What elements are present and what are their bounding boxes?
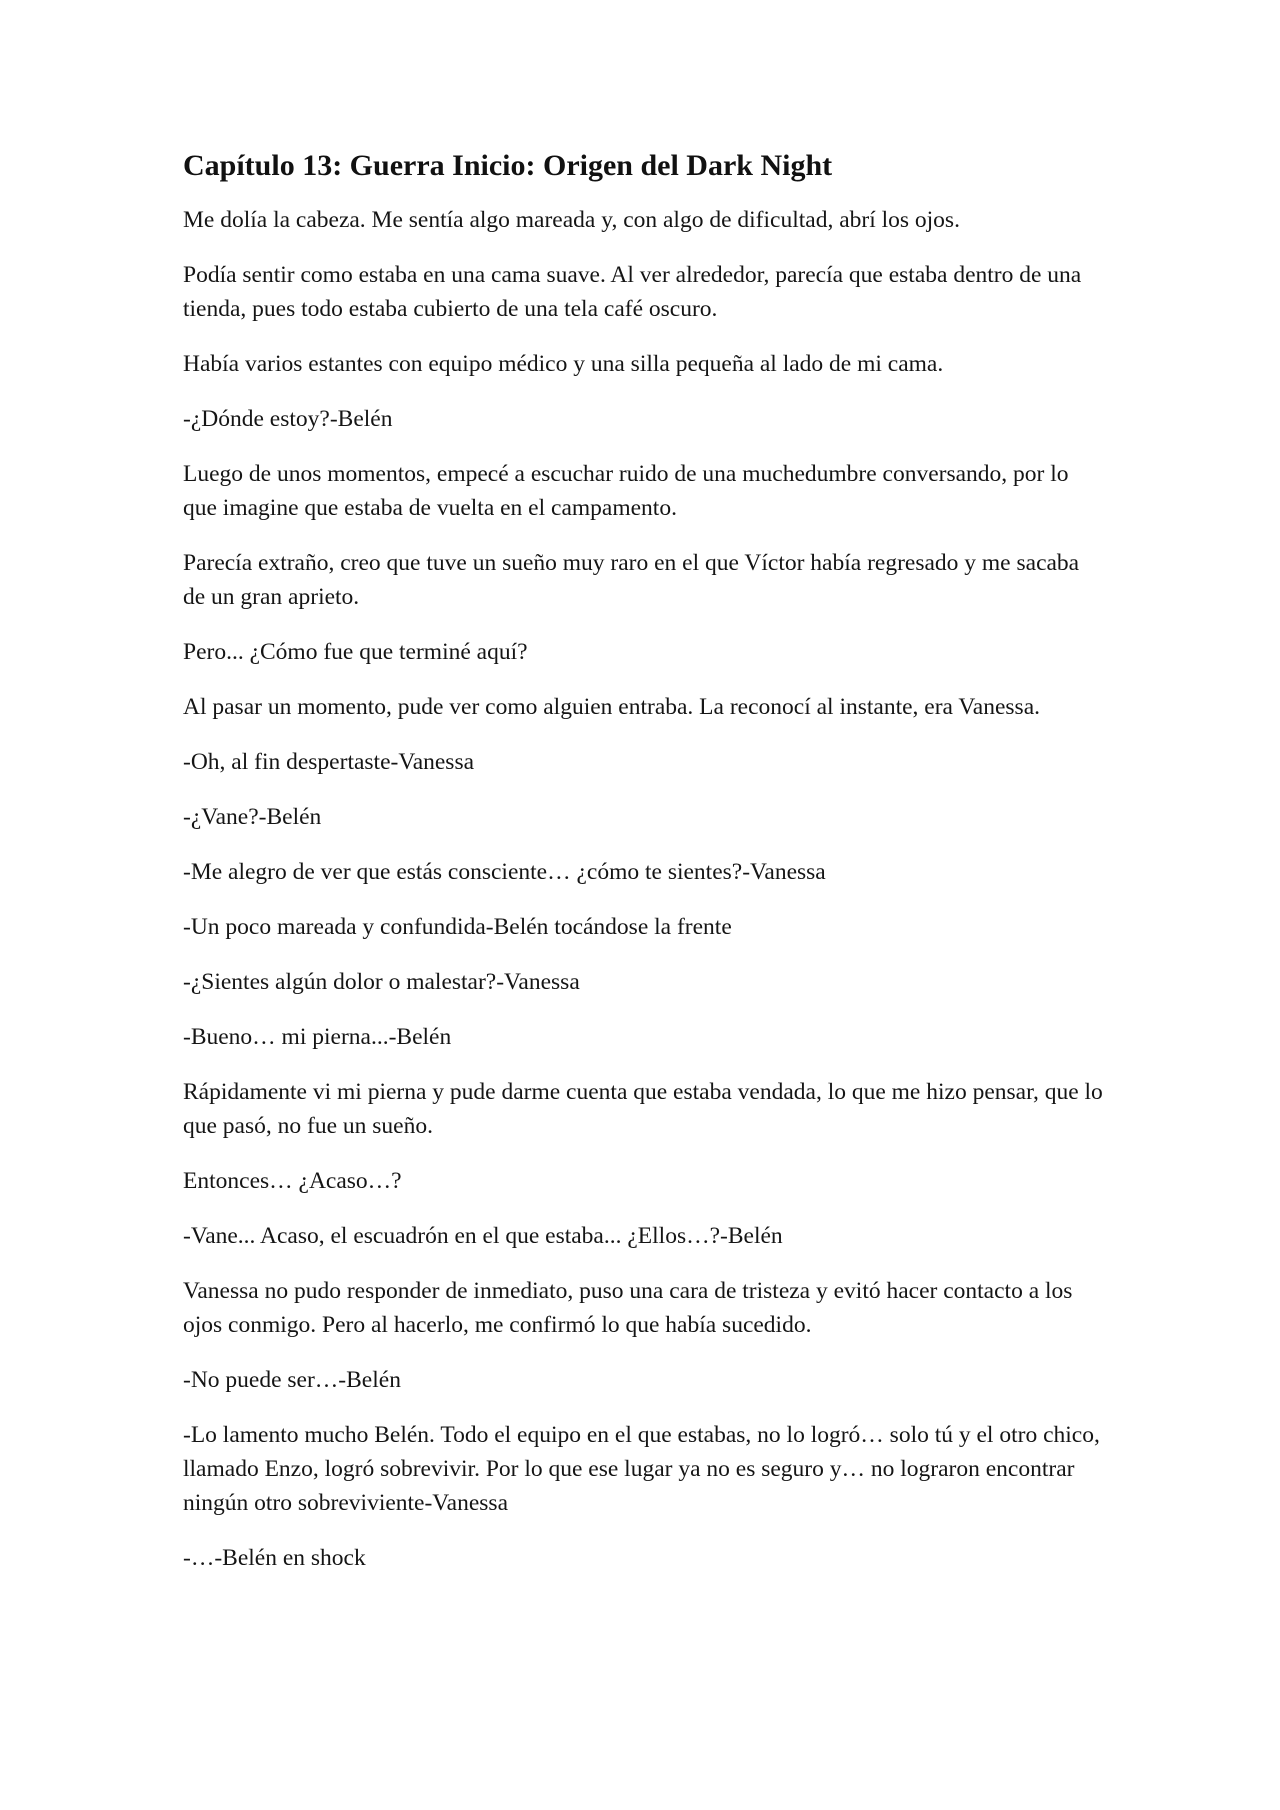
- paragraph: Parecía extraño, creo que tuve un sueño muy raro en el que Víctor había regresado y me sacaba de un gran aprieto.: [183, 550, 1080, 610]
- dialogue-line: -No puede ser…-Belén: [183, 1367, 401, 1393]
- paragraph: Luego de unos momentos, empecé a escuchar ruido de una muchedumbre conversando, por lo que imagine que estaba de vuelta en el campamento.: [183, 461, 1069, 521]
- dialogue-line: -Me alegro de ver que estás consciente… ¿cómo te sientes?-Vanessa: [183, 859, 826, 885]
- paragraph: Había varios estantes con equipo médico y una silla pequeña al lado de mi cama.: [183, 351, 944, 377]
- dialogue-line: -¿Vane?-Belén: [183, 804, 322, 830]
- paragraph: Pero... ¿Cómo fue que terminé aquí?: [183, 639, 528, 665]
- dialogue-line: -…-Belén en shock: [183, 1545, 366, 1571]
- paragraph: Al pasar un momento, pude ver como alguien entraba. La reconocí al instante, era Vanessa.: [183, 694, 1041, 720]
- dialogue-line: -Oh, al fin despertaste-Vanessa: [183, 749, 475, 775]
- chapter-title: Capítulo 13: Guerra Inicio: Origen del Dark Night: [183, 149, 833, 182]
- document-body: [183, 148, 1103, 1596]
- paragraph: Entonces… ¿Acaso…?: [183, 1168, 402, 1194]
- paragraph: Me dolía la cabeza. Me sentía algo mareada y, con algo de dificultad, abrí los ojos.: [183, 207, 960, 233]
- dialogue-line: -¿Dónde estoy?-Belén: [183, 406, 393, 432]
- dialogue-line: -Un poco mareada y confundida-Belén tocándose la frente: [183, 914, 732, 940]
- paragraph: Vanessa no pudo responder de inmediato, puso una cara de tristeza y evitó hacer contacto a los ojos conmigo. Pero al hacerlo, me confirmó lo que había sucedido.: [183, 1278, 1073, 1338]
- dialogue-line: -Lo lamento mucho Belén. Todo el equipo en el que estabas, no lo logró… solo tú y el otro chico, llamado Enzo, logró sobrevivir. Por lo que ese lugar ya no es seguro y… no lograron encontrar ningún otro sobreviviente-Vanessa: [183, 1422, 1100, 1516]
- paragraph: Rápidamente vi mi pierna y pude darme cuenta que estaba vendada, lo que me hizo pensar, que lo que pasó, no fue un sueño.: [183, 1079, 1103, 1139]
- dialogue-line: -Vane... Acaso, el escuadrón en el que estaba... ¿Ellos…?-Belén: [183, 1223, 783, 1249]
- dialogue-line: -¿Sientes algún dolor o malestar?-Vanessa: [183, 969, 580, 995]
- dialogue-line: -Bueno… mi pierna...-Belén: [183, 1024, 452, 1050]
- paragraph: Podía sentir como estaba en una cama suave. Al ver alrededor, parecía que estaba dentro de una tienda, pues todo estaba cubierto de una tela café oscuro.: [183, 262, 1082, 322]
